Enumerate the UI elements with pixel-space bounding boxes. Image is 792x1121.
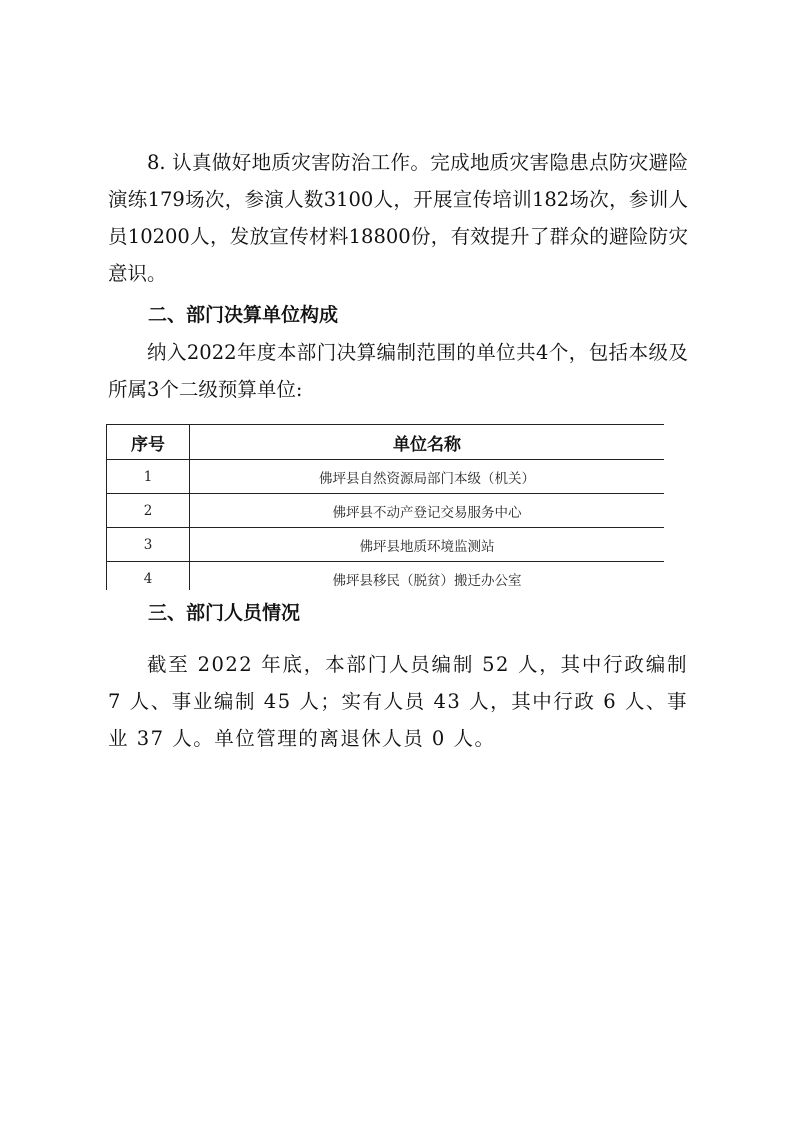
column-header-unit-name: 单位名称	[190, 425, 665, 460]
table-row	[107, 494, 665, 528]
cell-index: 2	[107, 494, 190, 528]
paragraph-unit-scope: 纳入2022年度本部门决算编制范围的单位共4个，包括本级及所属3个二级预算单位:	[108, 341, 688, 401]
column-header-index: 序号	[107, 425, 190, 460]
section-heading-staffing: 三、部门人员情况	[148, 602, 301, 624]
cell-unit-name: 佛坪县地质环境监测站	[190, 528, 665, 562]
paragraph-geohazard-prevention: 8. 认真做好地质灾害防治工作。完成地质灾害隐患点防灾避险演练179场次，参演人数3100人，开展宣传培训182场次，参训人员10200人，发放宣传材料18800份，有效提升了群众的避险防灾意识。	[108, 151, 688, 285]
cell-index: 3	[107, 528, 190, 562]
cell-unit-name: 佛坪县移民（脱贫）搬迁办公室	[190, 562, 665, 591]
section-heading-unit-composition: 二、部门决算单位构成	[148, 304, 339, 326]
cell-index: 4	[107, 562, 190, 591]
cell-unit-name: 佛坪县自然资源局部门本级（机关）	[190, 460, 665, 494]
table-row	[107, 460, 665, 494]
paragraph-staffing-details: 截至 2022 年底，本部门人员编制 52 人，其中行政编制 7 人、事业编制 45 人；实有人员 43 人，其中行政 6 人、事业 37 人。单位管理的离退休人员 0 人。	[108, 653, 688, 750]
table-row	[107, 562, 665, 591]
table-row	[107, 528, 665, 562]
cell-unit-name: 佛坪县不动产登记交易服务中心	[190, 494, 665, 528]
cell-index: 1	[107, 460, 190, 494]
unit-table-wrapper	[106, 424, 664, 590]
table-header-row	[107, 425, 665, 460]
unit-table	[106, 424, 664, 590]
